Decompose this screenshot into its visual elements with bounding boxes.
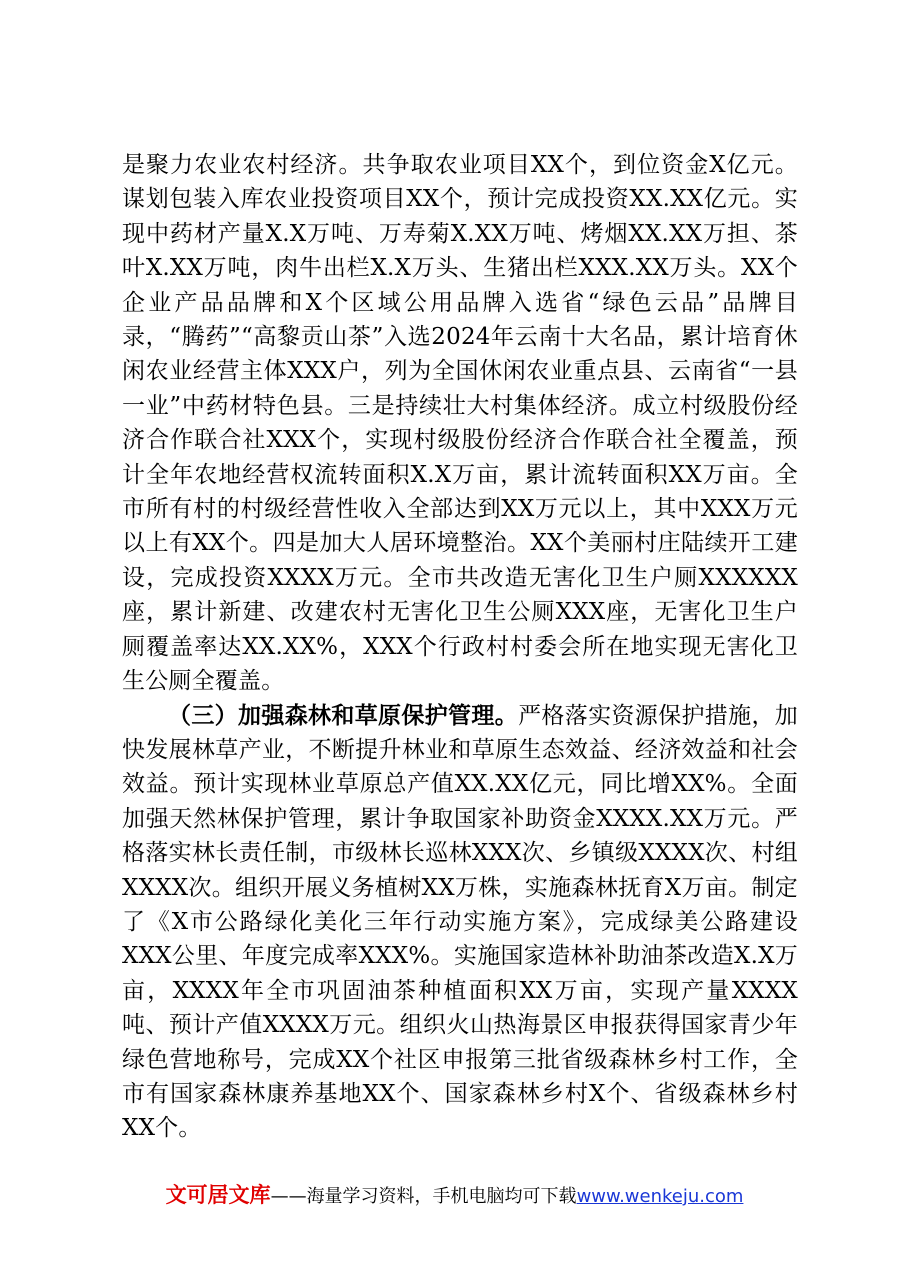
section-body: 严格落实资源保护措施，加快发展林草产业，不断提升林业和草原生态效益、经济效益和社会效益。预计实现林业草原总产值XX.XX亿元，同比增XX%。全面加强天然林保护管理，累计争取国家补助资金XXXX.XX万元。严格落实林长责任制，市级林长巡林XXX次、乡镇级XXXX次、村组XXXX次。组织开展义务植树XX万株，实施森林抚育X万亩。制定了《X市公路绿化美化三年行动实施方案》，完成绿美公路建设XXX公里、年度完成率XXX%。实施国家造林补助油茶改造X.X万亩，XXXX年全市巩固油茶种植面积XX万亩，实现产量XXXX吨、预计产值XXXX万元。组织火山热海景区申报获得国家青少年绿色营地称号，完成XX个社区申报第三批省级森林乡村工作，全市有国家森林康养基地XX个、国家森林乡村X个、省级森林乡村XX个。	[122, 702, 798, 1142]
document-body	[122, 148, 798, 1146]
footer-brand: 文可居文库	[165, 1183, 271, 1207]
footer-tagline: ——海量学习资料，手机电脑均可下载	[270, 1186, 577, 1207]
footer-banner	[0, 1181, 909, 1211]
paragraph-agriculture: 是聚力农业农村经济。共争取农业项目XX个，到位资金X亿元。谋划包装入库农业投资项目XX个，预计完成投资XX.XX亿元。实现中药材产量X.X万吨、万寿菊X.XX万吨、烤烟XX.XX万担、茶叶X.XX万吨，肉牛出栏X.X万头、生猪出栏XXX.XX万头。XX个企业产品品牌和X个区域公用品牌入选省“绿色云品”品牌目录，“腾药”“高黎贡山茶”入选2024年云南十大名品，累计培育休闲农业经营主体XXX户，列为全国休闲农业重点县、云南省“一县一业”中药材特色县。三是持续壮大村集体经济。成立村级股份经济合作联合社XXX个，实现村级股份经济合作联合社全覆盖，预计全年农地经营权流转面积X.X万亩，累计流转面积XX万亩。全市所有村的村级经营性收入全部达到XX万元以上，其中XXX万元以上有XX个。四是加大人居环境整治。XX个美丽村庄陆续开工建设，完成投资XXXX万元。全市共改造无害化卫生户厕XXXXXX座，累计新建、改建农村无害化卫生公厕XXX座，无害化卫生户厕覆盖率达XX.XX%，XXX个行政村村委会所在地实现无害化卫生公厕全覆盖。	[122, 152, 798, 695]
section-heading: （三）加强森林和草原保护管理。	[168, 701, 519, 729]
paragraph-forestry	[122, 699, 798, 1146]
footer-url-link[interactable]: www.wenkeju.com	[576, 1186, 744, 1207]
